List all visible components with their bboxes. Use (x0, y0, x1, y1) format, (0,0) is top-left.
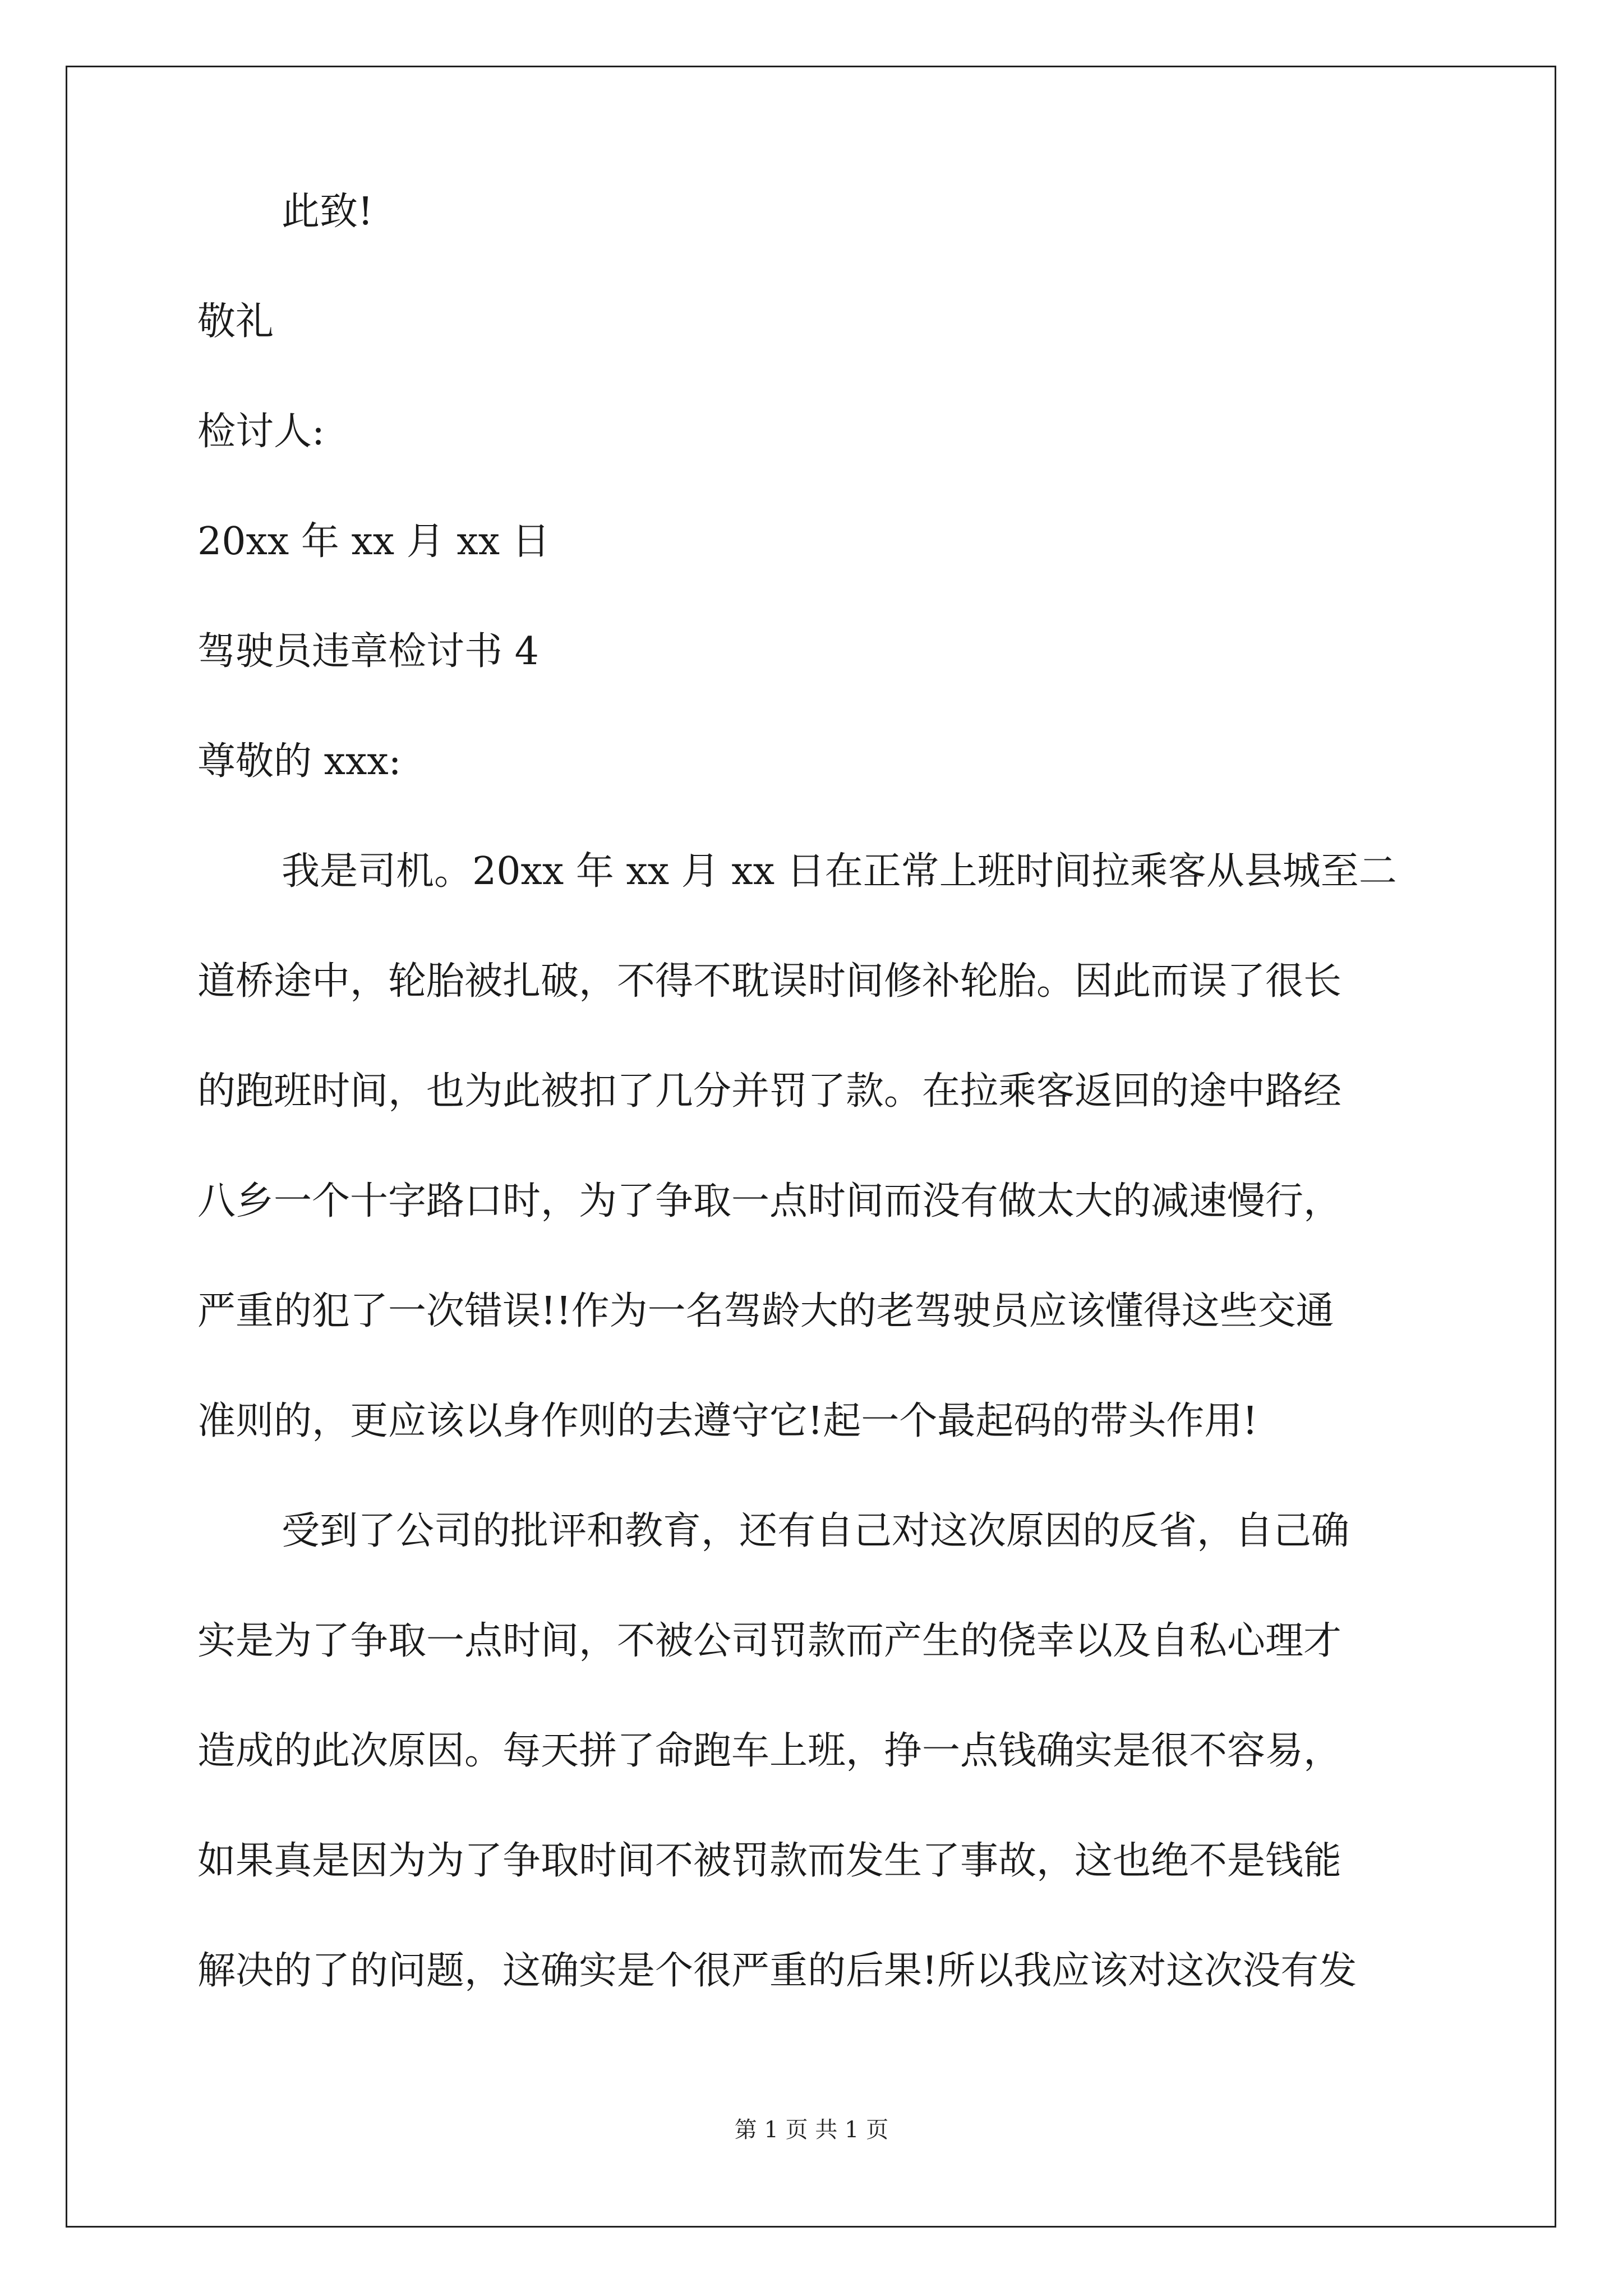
paragraph-2 (197, 1504, 1431, 1998)
signer-label: 检讨人: (197, 409, 325, 454)
salute-line: 敬礼 (197, 300, 274, 344)
date-line: 20xx 年 xx 月 xx 日 (197, 519, 550, 564)
paragraph-1 (197, 845, 1431, 1448)
greeting-line: 尊敬的 xxx: (197, 739, 402, 784)
closing-line: 此致! (282, 190, 374, 234)
document-title: 驾驶员违章检讨书 4 (197, 629, 539, 674)
paragraph-line: 道桥途中，轮胎被扎破，不得不耽误时间修补轮胎。因此而误了很长 (197, 959, 1342, 1004)
paragraph-line: 我是司机。20xx 年 xx 月 xx 日在正常上班时间拉乘客从县城至二 (282, 849, 1397, 894)
paragraph-line: 如果真是因为为了争取时间不被罚款而发生了事故，这也绝不是钱能 (197, 1839, 1342, 1883)
paragraph-line: 造成的此次原因。每天拼了命跑车上班，挣一点钱确实是很不容易， (197, 1729, 1342, 1773)
paragraph-line: 的跑班时间，也为此被扣了几分并罚了款。在拉乘客返回的途中路经 (197, 1069, 1342, 1114)
paragraph-line: 八乡一个十字路口时，为了争取一点时间而没有做太大的减速慢行， (197, 1179, 1342, 1223)
paragraph-line: 准则的，更应该以身作则的去遵守它!起一个最起码的带头作用! (197, 1399, 1258, 1443)
document-body (197, 185, 1431, 2054)
paragraph-line: 受到了公司的批评和教育，还有自己对这次原因的反省，自己确 (282, 1509, 1350, 1553)
paragraph-line: 实是为了争取一点时间，不被公司罚款而产生的侥幸以及自私心理才 (197, 1619, 1342, 1663)
page-footer: 第 1 页 共 1 页 (734, 2117, 889, 2143)
paragraph-line: 解决的了的问题，这确实是个很严重的后果!所以我应该对这次没有发 (197, 1949, 1357, 1993)
paragraph-line: 严重的犯了一次错误!!作为一名驾龄大的老驾驶员应该懂得这些交通 (197, 1289, 1334, 1333)
